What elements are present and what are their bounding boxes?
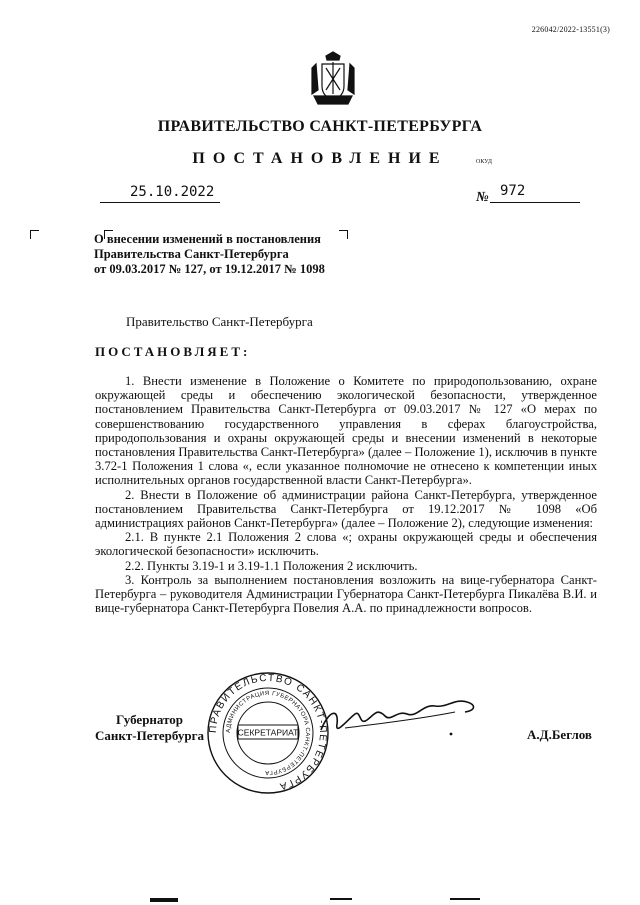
subject-line: от 09.03.2017 № 127, от 19.12.2017 № 1098 bbox=[94, 262, 325, 276]
paragraph: 2. Внести в Положение об администрации района Санкт-Петербурга, утвержденное постановлением Правительства Санкт-Петербурга от 19.12.2017 № 1098 «Об администрациях районов Санкт-Петербурга» (далее – Положение 2), следующие изменения: bbox=[95, 487, 597, 531]
paragraph: 2.2. Пункты 3.19-1 и 3.19-1.1 Положения 2 исключить. bbox=[125, 558, 418, 573]
decree-date: 25.10.2022 bbox=[130, 184, 215, 200]
okud-label: ОКУД bbox=[476, 159, 492, 165]
signatory-name: А.Д.Беглов bbox=[527, 727, 592, 742]
signatory-title bbox=[95, 712, 204, 744]
paragraph: 2.1. В пункте 2.1 Положения 2 слова «; охраны окружающей среды и обеспечения экологической безопасности» исключить. bbox=[95, 530, 597, 559]
intro-text: Правительство Санкт-Петербурга bbox=[126, 314, 313, 329]
paragraph: 1. Внести изменение в Положение о Комитете по природопользованию, охране окружающей среды и обеспечению экологической безопасности, утвержденное постановлением Правительства Санкт-Петербурга от 09.03.2017 № 127 «О мерах по совершенствованию государственного управления в сферах благоустройства, природопользования и охраны окружающей среды и внесении изменений в некоторые постановления Правительства Санкт-Петербурга» (далее – Положение 1), исключив в пункте 3.72-1 Положения 1 слова «, если указанное полномочие не отнесено к компетенции иных исполнительных органов государственной власти Санкт-Петербурга». bbox=[95, 374, 597, 488]
seal-outer-text: ПРАВИТЕЛЬСТВО САНКТ-ПЕТЕРБУРГА bbox=[207, 672, 329, 792]
decree-body bbox=[95, 374, 597, 615]
number-label: № bbox=[476, 190, 489, 205]
signatory-title-line: Губернатор bbox=[115, 712, 184, 727]
coat-of-arms-icon bbox=[306, 50, 360, 106]
decree-number: 972 bbox=[500, 183, 526, 199]
paragraph: 3. Контроль за выполнением постановления возложить на вице-губернатора Санкт-Петербурга – руководителя Администрации Губернатора Санкт-Петербурга Пикалёва В.И. и вице-губернатора Санкт-Петербурга Повелия А.А. по принадлежности вопросов. bbox=[95, 572, 597, 616]
resolves-heading: ПОСТАНОВЛЯЕТ: bbox=[95, 344, 251, 359]
subject-line: О внесении изменений в постановления bbox=[94, 232, 321, 246]
decree-title: ПОСТАНОВЛЕНИЕ bbox=[192, 150, 448, 167]
official-seal-icon bbox=[205, 670, 331, 796]
government-title: ПРАВИТЕЛЬСТВО САНКТ-ПЕТЕРБУРГА bbox=[157, 118, 483, 135]
date-underline bbox=[100, 202, 220, 203]
document-registration-number: 226042/2022-13551(3) bbox=[531, 25, 610, 34]
seal-center-text: СЕКРЕТАРИАТ bbox=[237, 727, 299, 738]
signatory-title-line: Санкт-Петербурга bbox=[95, 728, 204, 743]
seal-middle-text: АДМИНИСТРАЦИЯ ГУБЕРНАТОРА САНКТ-ПЕТЕРБУРГА bbox=[225, 690, 311, 776]
scan-artifact bbox=[450, 898, 480, 900]
handwritten-signature-icon bbox=[315, 690, 485, 750]
scan-artifact bbox=[150, 898, 178, 902]
scan-artifact bbox=[330, 898, 352, 900]
corner-mark bbox=[30, 230, 39, 239]
subject-line: Правительства Санкт-Петербурга bbox=[94, 247, 289, 261]
number-underline bbox=[490, 202, 580, 203]
decree-subject bbox=[94, 232, 354, 277]
